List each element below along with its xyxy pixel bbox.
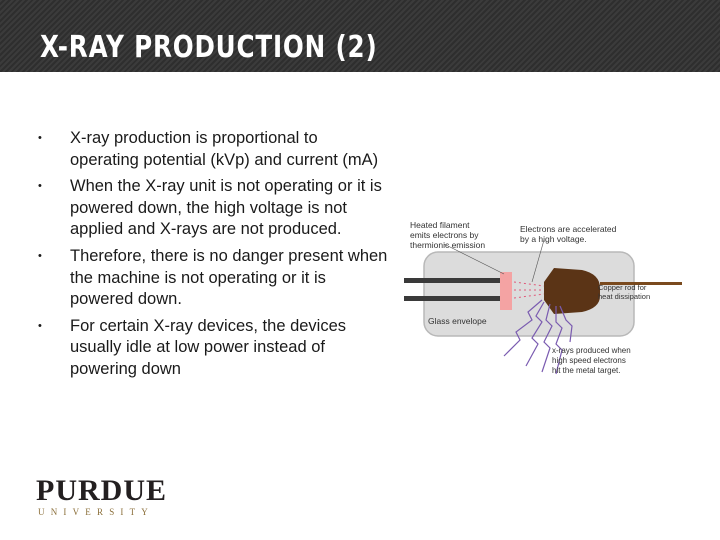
bullet-text: X-ray production is proportional to operating potential (kVp) and current (mA) — [70, 129, 379, 169]
slide-title: X-RAY PRODUCTION (2) — [40, 30, 378, 65]
bullet-icon: • — [38, 132, 42, 144]
filament-glow — [500, 272, 512, 310]
bullet-icon: • — [38, 249, 42, 262]
title-bar — [0, 0, 720, 72]
bullet-item — [38, 176, 388, 241]
bullet-icon: • — [38, 319, 42, 332]
bullet-text: For certain X-ray devices, the devices usually idle at low power instead of powering down — [70, 316, 347, 378]
label-copper: heat dissipation — [598, 292, 651, 301]
cathode-lead-top — [404, 278, 504, 283]
bullet-text: When the X-ray unit is not operating or it is powered down, the high voltage is not applied and X-rays are not produced. — [70, 177, 382, 239]
label-filament: emits electrons by — [410, 230, 479, 240]
logo-wordmark: PURDUE — [36, 474, 167, 507]
label-xrays: x-rays produced when — [552, 346, 631, 355]
label-xrays: high speed electrons — [552, 356, 626, 365]
label-electrons: Electrons are accelerated — [520, 224, 617, 234]
label-electrons: by a high voltage. — [520, 234, 587, 244]
bullet-item — [38, 316, 388, 381]
purdue-logo — [36, 474, 167, 520]
label-filament: Heated filament — [410, 220, 470, 230]
logo-subtitle: UNIVERSITY — [38, 507, 154, 517]
cathode-lead-bottom — [404, 296, 504, 301]
bullet-item — [38, 128, 388, 171]
bullet-icon: • — [38, 180, 42, 193]
bullet-item — [38, 246, 388, 311]
xray-tube-diagram — [404, 216, 682, 386]
bullet-text: Therefore, there is no danger present when the machine is not operating or it is powered down. — [70, 246, 388, 309]
label-filament: thermionic emission — [410, 240, 486, 250]
label-glass: Glass envelope — [428, 316, 487, 326]
copper-anode — [544, 268, 600, 314]
label-xrays: hit the metal target. — [552, 366, 621, 375]
label-copper: Copper rod for — [598, 283, 647, 292]
bullet-list — [38, 128, 388, 386]
